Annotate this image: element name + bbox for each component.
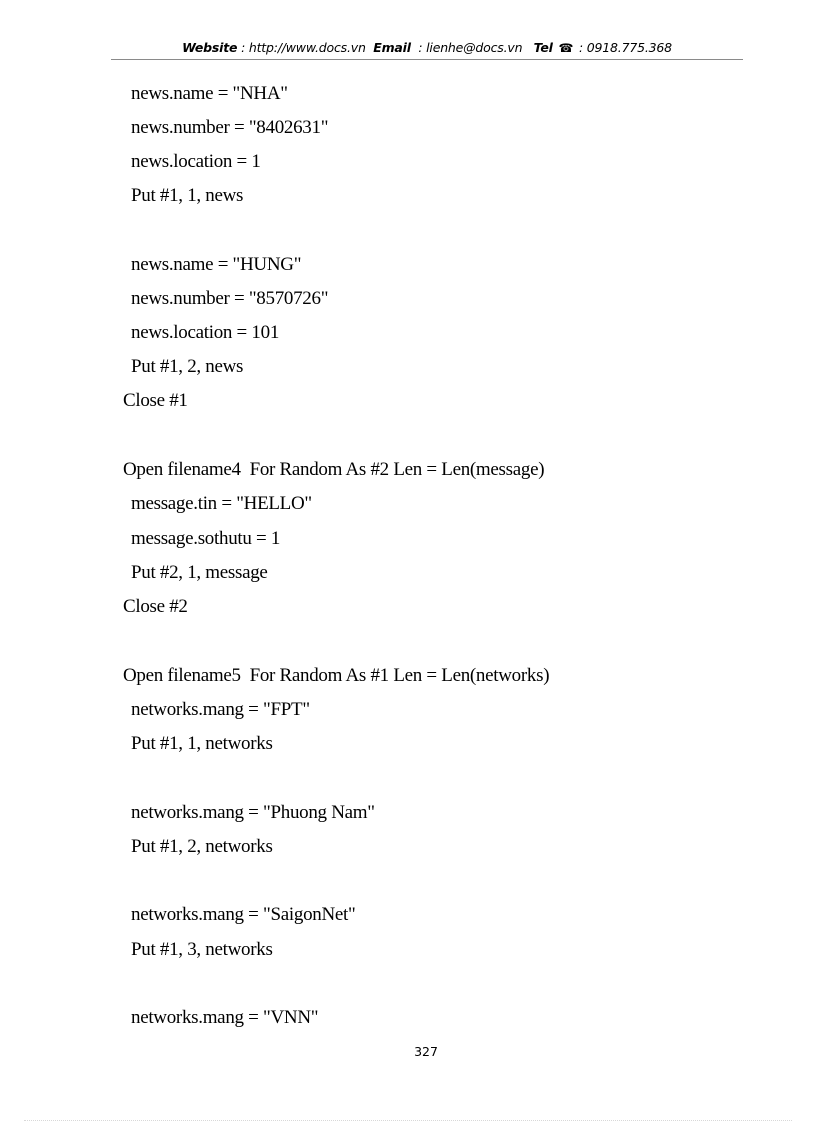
code-line: news.location = 1 bbox=[131, 151, 261, 172]
code-line: networks.mang = "SaigonNet" bbox=[131, 904, 356, 925]
code-line: Put #1, 2, networks bbox=[131, 836, 273, 857]
code-line: Close #1 bbox=[123, 390, 188, 411]
code-line: news.number = "8402631" bbox=[131, 117, 329, 138]
code-line: Put #1, 3, networks bbox=[131, 939, 273, 960]
code-line: news.name = "NHA" bbox=[131, 83, 288, 104]
code-line: Close #2 bbox=[123, 596, 188, 617]
email-link[interactable]: lienhe@docs.vn bbox=[426, 40, 523, 55]
code-line: Put #1, 1, news bbox=[131, 185, 244, 206]
code-line: Put #1, 2, news bbox=[131, 356, 244, 377]
code-line: networks.mang = "VNN" bbox=[131, 1007, 319, 1028]
website-separator: : bbox=[237, 40, 249, 55]
tel-separator: : bbox=[575, 40, 587, 55]
tel-label: Tel bbox=[533, 40, 553, 55]
code-line: news.number = "8570726" bbox=[131, 288, 329, 309]
code-line: networks.mang = "FPT" bbox=[131, 699, 310, 720]
code-line: networks.mang = "Phuong Nam" bbox=[131, 802, 375, 823]
page-number: 327 bbox=[414, 1044, 438, 1059]
code-line: Put #1, 1, networks bbox=[131, 733, 273, 754]
tel-number: 0918.775.368 bbox=[586, 40, 672, 55]
code-line: message.tin = "HELLO" bbox=[131, 493, 312, 514]
header-divider bbox=[111, 59, 743, 60]
website-label: Website bbox=[182, 40, 238, 55]
code-line: Open filename4 For Random As #2 Len = Len(message) bbox=[123, 459, 545, 480]
email-separator: : bbox=[414, 40, 427, 55]
footer-divider bbox=[24, 1120, 792, 1121]
code-line: news.name = "HUNG" bbox=[131, 254, 302, 275]
code-line: message.sothutu = 1 bbox=[131, 528, 281, 549]
telephone-icon: ☎ bbox=[558, 41, 574, 55]
website-link[interactable]: http://www.docs.vn bbox=[248, 40, 366, 55]
code-line: news.location = 101 bbox=[131, 322, 280, 343]
code-line: Put #2, 1, message bbox=[131, 562, 268, 583]
page-header bbox=[111, 39, 743, 59]
email-label: Email bbox=[373, 40, 411, 55]
code-line: Open filename5 For Random As #1 Len = Len(networks) bbox=[123, 665, 550, 686]
